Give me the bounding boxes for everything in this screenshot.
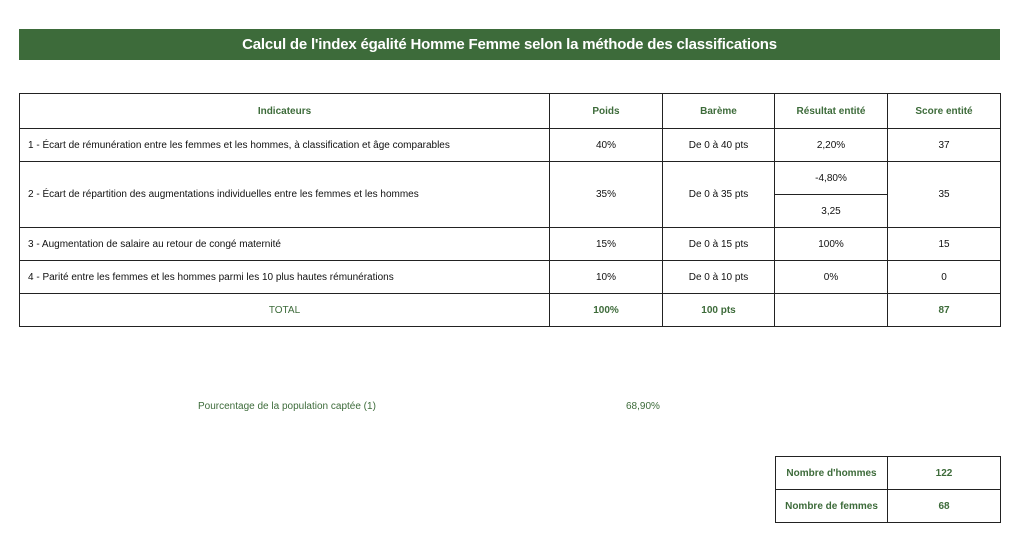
population-label: Pourcentage de la population captée (1)	[198, 401, 376, 412]
row-label: 2 - Écart de répartition des augmentations individuelles entre les femmes et les hommes	[20, 162, 550, 228]
total-score: 87	[888, 294, 1001, 327]
row-score: 37	[888, 129, 1001, 162]
row-resultat: 0%	[775, 261, 888, 294]
row-poids: 40%	[550, 129, 663, 162]
row-score: 0	[888, 261, 1001, 294]
row-score: 35	[888, 162, 1001, 228]
row-label: 3 - Augmentation de salaire au retour de congé maternité	[20, 228, 550, 261]
row-label: 1 - Écart de rémunération entre les femmes et les hommes, à classification et âge comparables	[20, 129, 550, 162]
header-row	[20, 94, 1001, 129]
total-bareme: 100 pts	[663, 294, 775, 327]
table-row	[20, 129, 1001, 162]
table-row	[20, 261, 1001, 294]
hommes-label: Nombre d'hommes	[776, 457, 888, 490]
row-label: 4 - Parité entre les femmes et les hommes parmi les 10 plus hautes rémunérations	[20, 261, 550, 294]
femmes-value: 68	[888, 490, 1001, 523]
row-bareme: De 0 à 40 pts	[663, 129, 775, 162]
header-resultat: Résultat entité	[775, 94, 888, 129]
header-bareme: Barème	[663, 94, 775, 129]
row-score: 15	[888, 228, 1001, 261]
row-resultat-ecart: -4,80%	[775, 162, 888, 195]
row-poids: 35%	[550, 162, 663, 228]
headcount-row-hommes	[776, 457, 1001, 490]
population-value: 68,90%	[626, 401, 660, 412]
page-title-banner	[19, 29, 1000, 60]
total-row	[20, 294, 1001, 327]
header-poids: Poids	[550, 94, 663, 129]
row-bareme: De 0 à 10 pts	[663, 261, 775, 294]
femmes-label: Nombre de femmes	[776, 490, 888, 523]
table-row	[20, 162, 1001, 195]
row-poids: 15%	[550, 228, 663, 261]
total-label: TOTAL	[20, 294, 550, 327]
headcount-table	[775, 456, 1001, 523]
page-title: Calcul de l'index égalité Homme Femme selon la méthode des classifications	[242, 36, 777, 53]
headcount-row-femmes	[776, 490, 1001, 523]
header-indicateurs: Indicateurs	[20, 94, 550, 129]
row-resultat-nombre: 3,25	[775, 195, 888, 228]
row-bareme: De 0 à 15 pts	[663, 228, 775, 261]
table-row	[20, 228, 1001, 261]
row-resultat: 100%	[775, 228, 888, 261]
header-score: Score entité	[888, 94, 1001, 129]
row-poids: 10%	[550, 261, 663, 294]
total-resultat	[775, 294, 888, 327]
index-table	[19, 93, 1001, 327]
total-poids: 100%	[550, 294, 663, 327]
hommes-value: 122	[888, 457, 1001, 490]
row-bareme: De 0 à 35 pts	[663, 162, 775, 228]
row-resultat: 2,20%	[775, 129, 888, 162]
